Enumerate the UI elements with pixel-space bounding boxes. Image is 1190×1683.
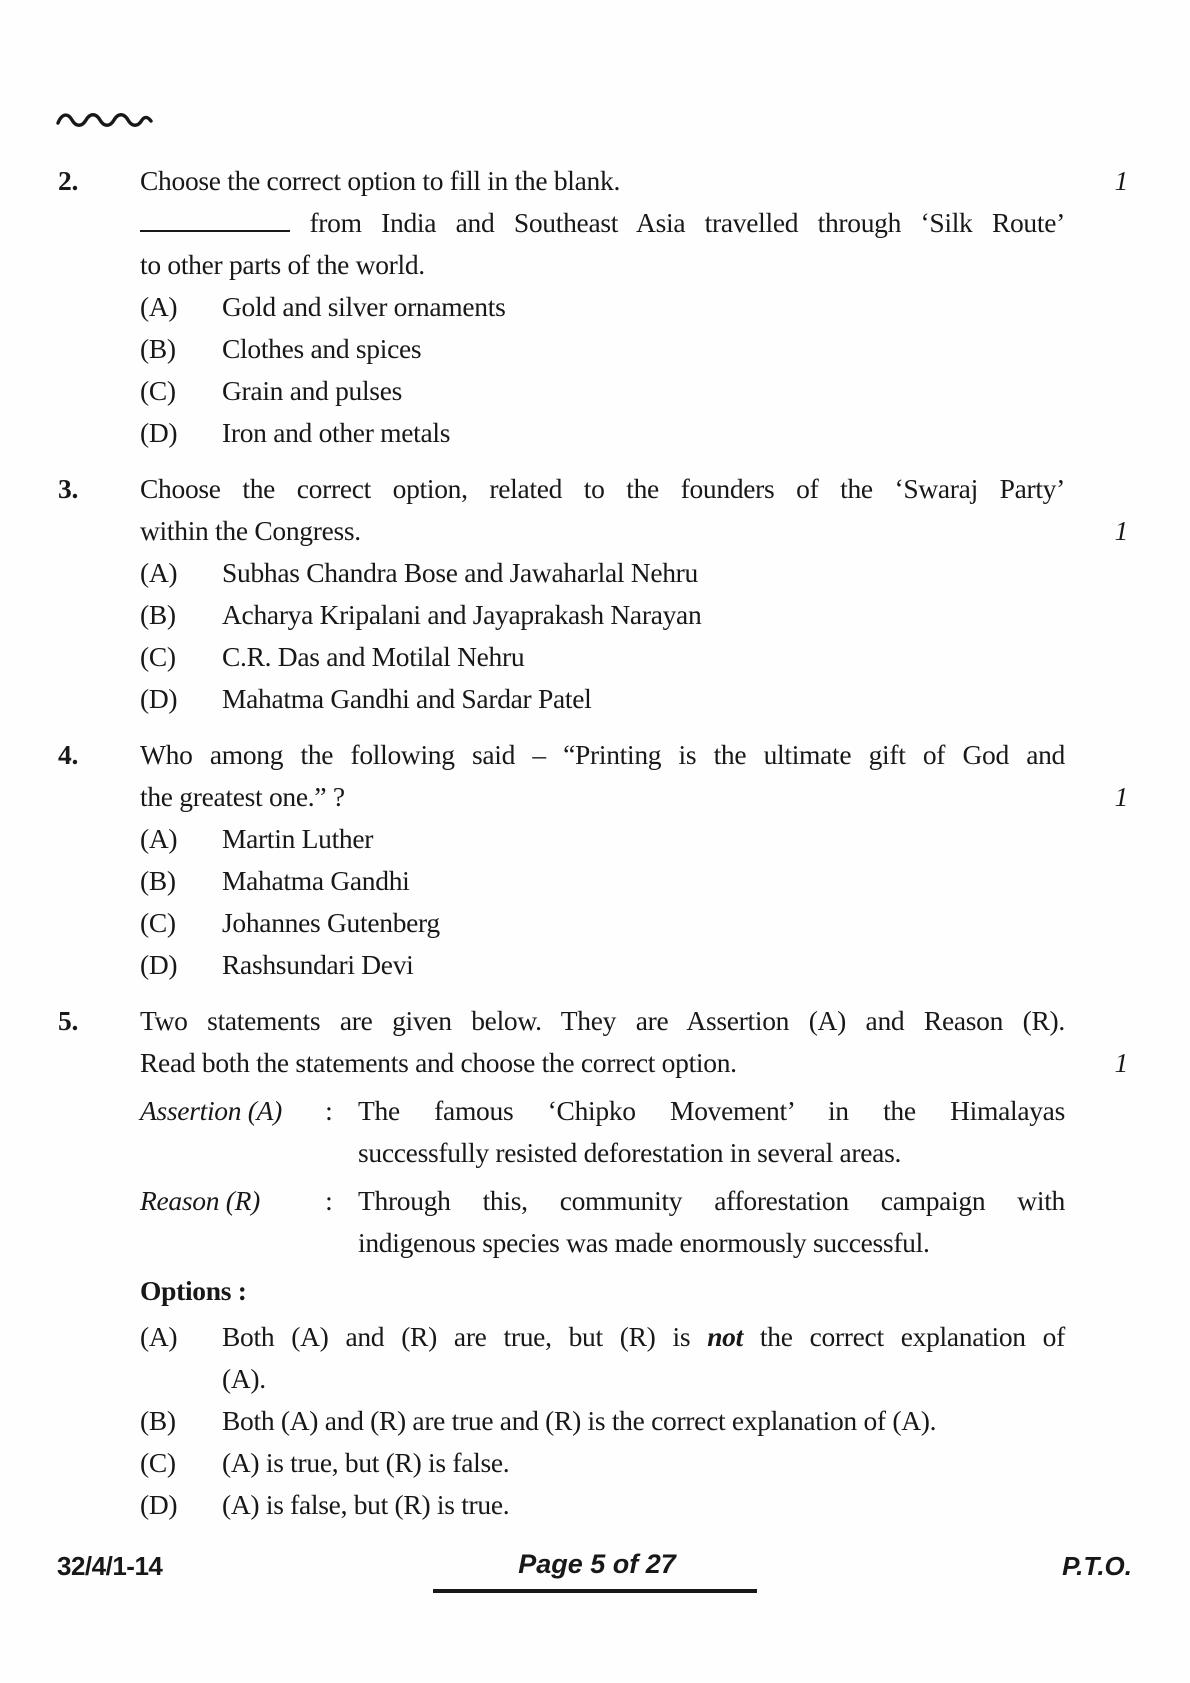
option-label: (D): [140, 949, 178, 980]
page-number: Page 5 of 27: [518, 1549, 676, 1579]
question-number: 4.: [58, 739, 79, 770]
option-text: [222, 328, 1065, 370]
option-label: (A): [140, 557, 178, 588]
question-body: [140, 734, 1150, 986]
statement-label: Assertion (A): [140, 1095, 282, 1126]
option-row: [140, 328, 1150, 370]
question-text: Who among the following said – “Printing is the ultimate gift of God and: [140, 739, 1065, 770]
question-line: [140, 468, 1150, 510]
option-line: [222, 370, 1065, 412]
option-text: [222, 1316, 1065, 1400]
question-number: 3.: [58, 473, 79, 504]
option-text: [222, 286, 1065, 328]
question-line: [140, 202, 1150, 244]
option-label: (B): [140, 599, 176, 630]
option-row: [140, 370, 1150, 412]
question-body: [140, 1000, 1150, 1526]
option-row: [140, 860, 1150, 902]
option-line: [222, 1400, 1065, 1442]
option-label: (C): [140, 375, 176, 406]
question-text: from India and Southeast Asia travelled through ‘Silk Route’: [290, 207, 1065, 238]
marks-value: 1: [1114, 515, 1128, 546]
option-text-part: Clothes and spices: [222, 333, 422, 364]
option-text: [222, 636, 1065, 678]
option-text-part: Grain and pulses: [222, 375, 403, 406]
question: [58, 734, 1150, 986]
question-number: 2.: [58, 165, 79, 196]
statement-line: indigenous species was made enormously successful.: [358, 1227, 930, 1258]
question-body: [140, 160, 1150, 454]
fill-in-blank: [140, 227, 290, 232]
option-text-part: Mahatma Gandhi: [222, 865, 410, 896]
option-line: [222, 286, 1065, 328]
question: [58, 160, 1150, 454]
question-text: Read both the statements and choose the correct option.: [140, 1047, 737, 1078]
option-label: (A): [140, 291, 178, 322]
statement-colon: :: [325, 1185, 333, 1216]
page-footer: [0, 1545, 1190, 1591]
option-text-part: Rashsundari Devi: [222, 949, 414, 980]
option-label: (C): [140, 1447, 176, 1478]
option-line: [222, 1442, 1065, 1484]
squiggle-mark-icon: [56, 108, 156, 134]
option-row: [140, 1442, 1150, 1484]
option-text: [222, 902, 1065, 944]
option-text: [222, 1442, 1065, 1484]
question-text: Choose the correct option, related to the founders of the ‘Swaraj Party’: [140, 473, 1065, 504]
option-text: [222, 552, 1065, 594]
option-text-part: not: [707, 1321, 743, 1352]
option-text: [222, 944, 1065, 986]
question-line: [140, 1000, 1150, 1042]
option-row: [140, 944, 1150, 986]
option-text-part: Mahatma Gandhi and Sardar Patel: [222, 683, 592, 714]
statement-body: [358, 1180, 1065, 1264]
option-line: [222, 1484, 1065, 1526]
option-line: [222, 944, 1065, 986]
option-text: [222, 678, 1065, 720]
option-label: (A): [140, 1321, 178, 1352]
option-text-part: Johannes Gutenberg: [222, 907, 440, 938]
statement-label: Reason (R): [140, 1185, 260, 1216]
option-text-part: Subhas Chandra Bose and Jawaharlal Nehru: [222, 557, 698, 588]
option-text: [222, 1400, 1065, 1442]
question-text: within the Congress.: [140, 515, 361, 546]
question: [58, 1000, 1150, 1526]
option-line: [222, 1358, 1065, 1400]
option-text: [222, 818, 1065, 860]
option-row: [140, 412, 1150, 454]
option-text-part: Acharya Kripalani and Jayaprakash Narayan: [222, 599, 702, 630]
statement-row: [140, 1090, 1150, 1174]
option-row: [140, 1400, 1150, 1442]
question-line: [140, 776, 1150, 818]
paper-code: 32/4/1-14: [57, 1551, 163, 1581]
option-text-part: (A) is false, but (R) is true.: [222, 1489, 510, 1520]
option-text-part: the correct explanation of: [742, 1321, 1065, 1352]
option-label: (A): [140, 823, 178, 854]
option-row: [140, 552, 1150, 594]
option-text-part: Gold and silver ornaments: [222, 291, 506, 322]
statement-colon: :: [325, 1095, 333, 1126]
marks-value: 1: [1114, 165, 1128, 196]
option-text: [222, 412, 1065, 454]
option-line: [222, 636, 1065, 678]
question-line: [140, 734, 1150, 776]
option-row: [140, 286, 1150, 328]
option-text: [222, 1484, 1065, 1526]
option-text-part: (A) is true, but (R) is false.: [222, 1447, 510, 1478]
statement-line: The famous ‘Chipko Movement’ in the Himalayas: [358, 1095, 1065, 1126]
option-text-part: Martin Luther: [222, 823, 374, 854]
option-text-part: C.R. Das and Motilal Nehru: [222, 641, 525, 672]
option-label: (D): [140, 417, 178, 448]
question-text: to other parts of the world.: [140, 249, 425, 280]
question-line: [140, 160, 1150, 202]
option-line: [222, 818, 1065, 860]
question-text: Choose the correct option to fill in the blank.: [140, 165, 621, 196]
option-line: [222, 1316, 1065, 1358]
option-text-part: (A).: [222, 1363, 266, 1394]
question-line: [140, 510, 1150, 552]
page-number-underline: [433, 1589, 757, 1593]
question-text: Two statements are given below. They are Assertion (A) and Reason (R).: [140, 1005, 1065, 1036]
option-text: [222, 594, 1065, 636]
option-line: [222, 594, 1065, 636]
option-line: [222, 902, 1065, 944]
question-number: 5.: [58, 1005, 79, 1036]
option-text-part: Both (A) and (R) are true and (R) is the correct explanation of (A).: [222, 1405, 937, 1436]
option-row: [140, 636, 1150, 678]
options-heading: Options :: [140, 1275, 247, 1306]
statement-line: successfully resisted deforestation in several areas.: [358, 1137, 902, 1168]
option-row: [140, 902, 1150, 944]
option-line: [222, 860, 1065, 902]
option-label: (B): [140, 865, 176, 896]
question-text: the greatest one.” ?: [140, 781, 345, 812]
option-line: [222, 328, 1065, 370]
option-text-part: Both (A) and (R) are true, but (R) is: [222, 1321, 708, 1352]
option-row: [140, 678, 1150, 720]
marks-value: 1: [1114, 781, 1128, 812]
statement-row: [140, 1180, 1150, 1264]
option-row: [140, 594, 1150, 636]
option-label: (C): [140, 907, 176, 938]
option-line: [222, 412, 1065, 454]
option-row: [140, 818, 1150, 860]
statement-body: [358, 1090, 1065, 1174]
option-row: [140, 1316, 1150, 1400]
option-line: [222, 552, 1065, 594]
option-label: (D): [140, 683, 178, 714]
option-text: [222, 860, 1065, 902]
marks-value: 1: [1114, 1047, 1128, 1078]
option-label: (D): [140, 1489, 178, 1520]
statement-line: Through this, community afforestation campaign with: [358, 1185, 1065, 1216]
question-body: [140, 468, 1150, 720]
option-label: (B): [140, 1405, 176, 1436]
option-text-part: Iron and other metals: [222, 417, 451, 448]
questions-area: [58, 160, 1150, 1540]
pto-label: P.T.O.: [1062, 1551, 1132, 1581]
option-label: (B): [140, 333, 176, 364]
question-line: [140, 244, 1150, 286]
option-row: [140, 1484, 1150, 1526]
option-text: [222, 370, 1065, 412]
option-line: [222, 678, 1065, 720]
question: [58, 468, 1150, 720]
option-label: (C): [140, 641, 176, 672]
question-line: [140, 1042, 1150, 1084]
